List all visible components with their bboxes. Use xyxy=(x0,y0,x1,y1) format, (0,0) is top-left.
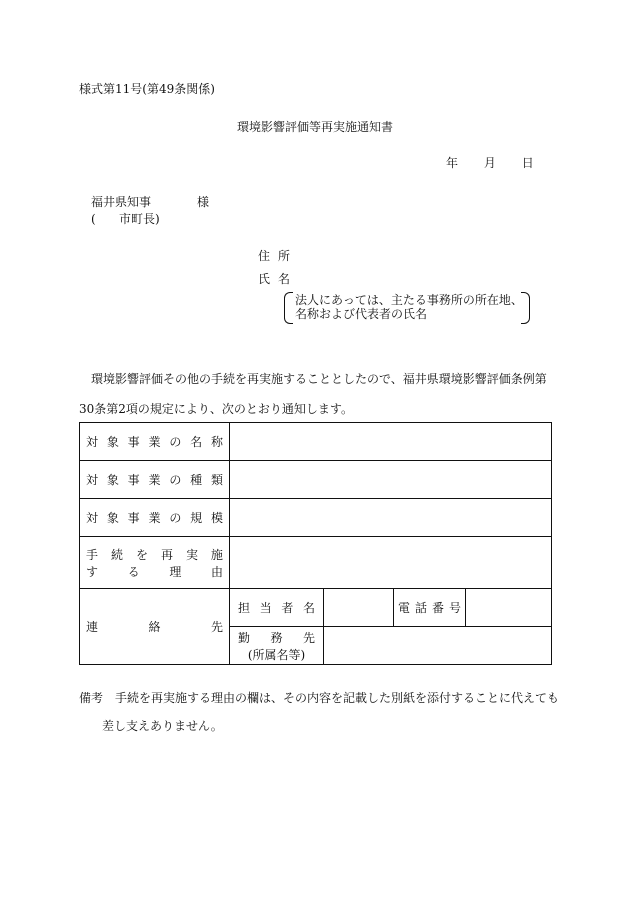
table-row xyxy=(80,499,552,537)
label-char: 手 xyxy=(86,547,99,562)
label-char: る xyxy=(127,564,140,579)
label-char: 番 xyxy=(431,601,444,615)
date-month-label: 月 xyxy=(483,156,496,170)
table-row xyxy=(80,537,552,589)
reason-label-line2 xyxy=(80,563,229,580)
label-char: 対 xyxy=(86,473,99,487)
left-bracket xyxy=(284,292,293,324)
label-char: 象 xyxy=(106,511,119,525)
label-char: 事 xyxy=(127,435,140,449)
label-char: 務 xyxy=(270,630,283,645)
remarks-line2: 差し支えありません。 xyxy=(102,719,223,733)
date-year-label: 年 xyxy=(446,156,459,170)
project-scale-label xyxy=(80,509,229,526)
label-char: の xyxy=(169,511,182,525)
corporation-note-line2: 名称および代表者の氏名 xyxy=(295,307,428,321)
corporation-note-text xyxy=(295,293,523,321)
document-title: 環境影響評価等再実施通知書 xyxy=(236,120,393,134)
label-char: 対 xyxy=(86,435,99,449)
workplace-value[interactable] xyxy=(324,627,552,665)
label-char: 類 xyxy=(210,473,223,487)
label-char: 事 xyxy=(127,511,140,525)
phone-value[interactable] xyxy=(466,589,552,627)
phone-label xyxy=(394,599,465,616)
label-char: 担 xyxy=(238,601,251,615)
workplace-label xyxy=(230,629,323,646)
label-char: 施 xyxy=(210,547,223,562)
label-char: 対 xyxy=(86,511,99,525)
label-char: 業 xyxy=(148,511,161,525)
person-label xyxy=(230,599,323,616)
phone-label-cell xyxy=(394,589,466,627)
project-type-value[interactable] xyxy=(230,461,552,499)
project-scale-value[interactable] xyxy=(230,499,552,537)
workplace-sub-label: (所属名等) xyxy=(247,647,306,662)
contact-label xyxy=(80,618,229,635)
label-char: 象 xyxy=(106,473,119,487)
date-line xyxy=(446,156,534,170)
contact-label-cell xyxy=(80,589,230,665)
label-char: の xyxy=(169,473,182,487)
mayor-open-paren: ( xyxy=(91,212,96,226)
label-char: 先 xyxy=(302,630,315,645)
label-char: を xyxy=(135,547,148,562)
workplace-label-cell xyxy=(230,627,324,665)
label-char: 再 xyxy=(160,547,173,562)
project-name-value[interactable] xyxy=(230,423,552,461)
address-label: 住所 xyxy=(258,249,299,263)
label-char: 業 xyxy=(148,473,161,487)
person-label-cell xyxy=(230,589,324,627)
mayor-label: 市町長) xyxy=(119,212,160,226)
project-scale-label-cell xyxy=(80,499,230,537)
person-value[interactable] xyxy=(324,589,394,627)
reason-label-cell xyxy=(80,537,230,589)
label-char: 連 xyxy=(86,620,99,634)
label-char: 勤 xyxy=(238,630,251,645)
label-char: 事 xyxy=(127,473,140,487)
label-char: す xyxy=(86,564,99,579)
corporation-note xyxy=(284,292,530,322)
label-char: 電 xyxy=(398,601,411,615)
addressee-governor: 福井県知事 xyxy=(91,195,152,209)
label-char: の xyxy=(169,435,182,449)
label-char: 当 xyxy=(259,601,272,615)
table-row xyxy=(80,423,552,461)
label-char: 由 xyxy=(210,564,223,579)
reason-value[interactable] xyxy=(230,537,552,589)
project-name-label-cell xyxy=(80,423,230,461)
remarks-line1: 備考 手続を再実施する理由の欄は、その内容を記載した別紙を添付することに代えても xyxy=(79,691,560,705)
project-name-label xyxy=(80,433,229,450)
body-text: 環境影響評価その他の手続を再実施することとしたので、福井県環境影響評価条例第30条第2項の規定により、次のとおり通知します。 xyxy=(79,372,547,416)
label-char: 号 xyxy=(448,601,461,615)
form-number: 様式第11号(第49条関係) xyxy=(79,82,215,96)
notification-table xyxy=(79,422,552,665)
label-char: 話 xyxy=(414,601,427,615)
label-char: 模 xyxy=(210,511,223,525)
label-char: 種 xyxy=(190,473,203,487)
project-type-label xyxy=(80,471,229,488)
label-char: 者 xyxy=(281,601,294,615)
table-row xyxy=(80,589,552,627)
label-char: 理 xyxy=(169,564,182,579)
project-type-label-cell xyxy=(80,461,230,499)
right-bracket xyxy=(521,292,530,324)
label-char: 名 xyxy=(190,435,203,449)
label-char: 業 xyxy=(148,435,161,449)
label-char: 称 xyxy=(210,435,223,449)
label-char: 先 xyxy=(210,620,223,634)
name-label: 氏名 xyxy=(258,272,299,286)
label-char: 象 xyxy=(106,435,119,449)
label-char: 続 xyxy=(110,547,123,562)
date-day-label: 日 xyxy=(521,156,534,170)
remarks xyxy=(79,684,559,740)
label-char: 実 xyxy=(185,547,198,562)
label-char: 規 xyxy=(190,511,203,525)
corporation-note-line1: 法人にあっては、主たる事務所の所在地、 xyxy=(295,293,523,307)
reason-label-line1 xyxy=(80,546,229,563)
table-row xyxy=(80,461,552,499)
addressee-honorific: 様 xyxy=(197,195,210,209)
addressee-mayor xyxy=(91,212,160,226)
label-char: 絡 xyxy=(148,620,161,634)
label-char: 名 xyxy=(302,601,315,615)
